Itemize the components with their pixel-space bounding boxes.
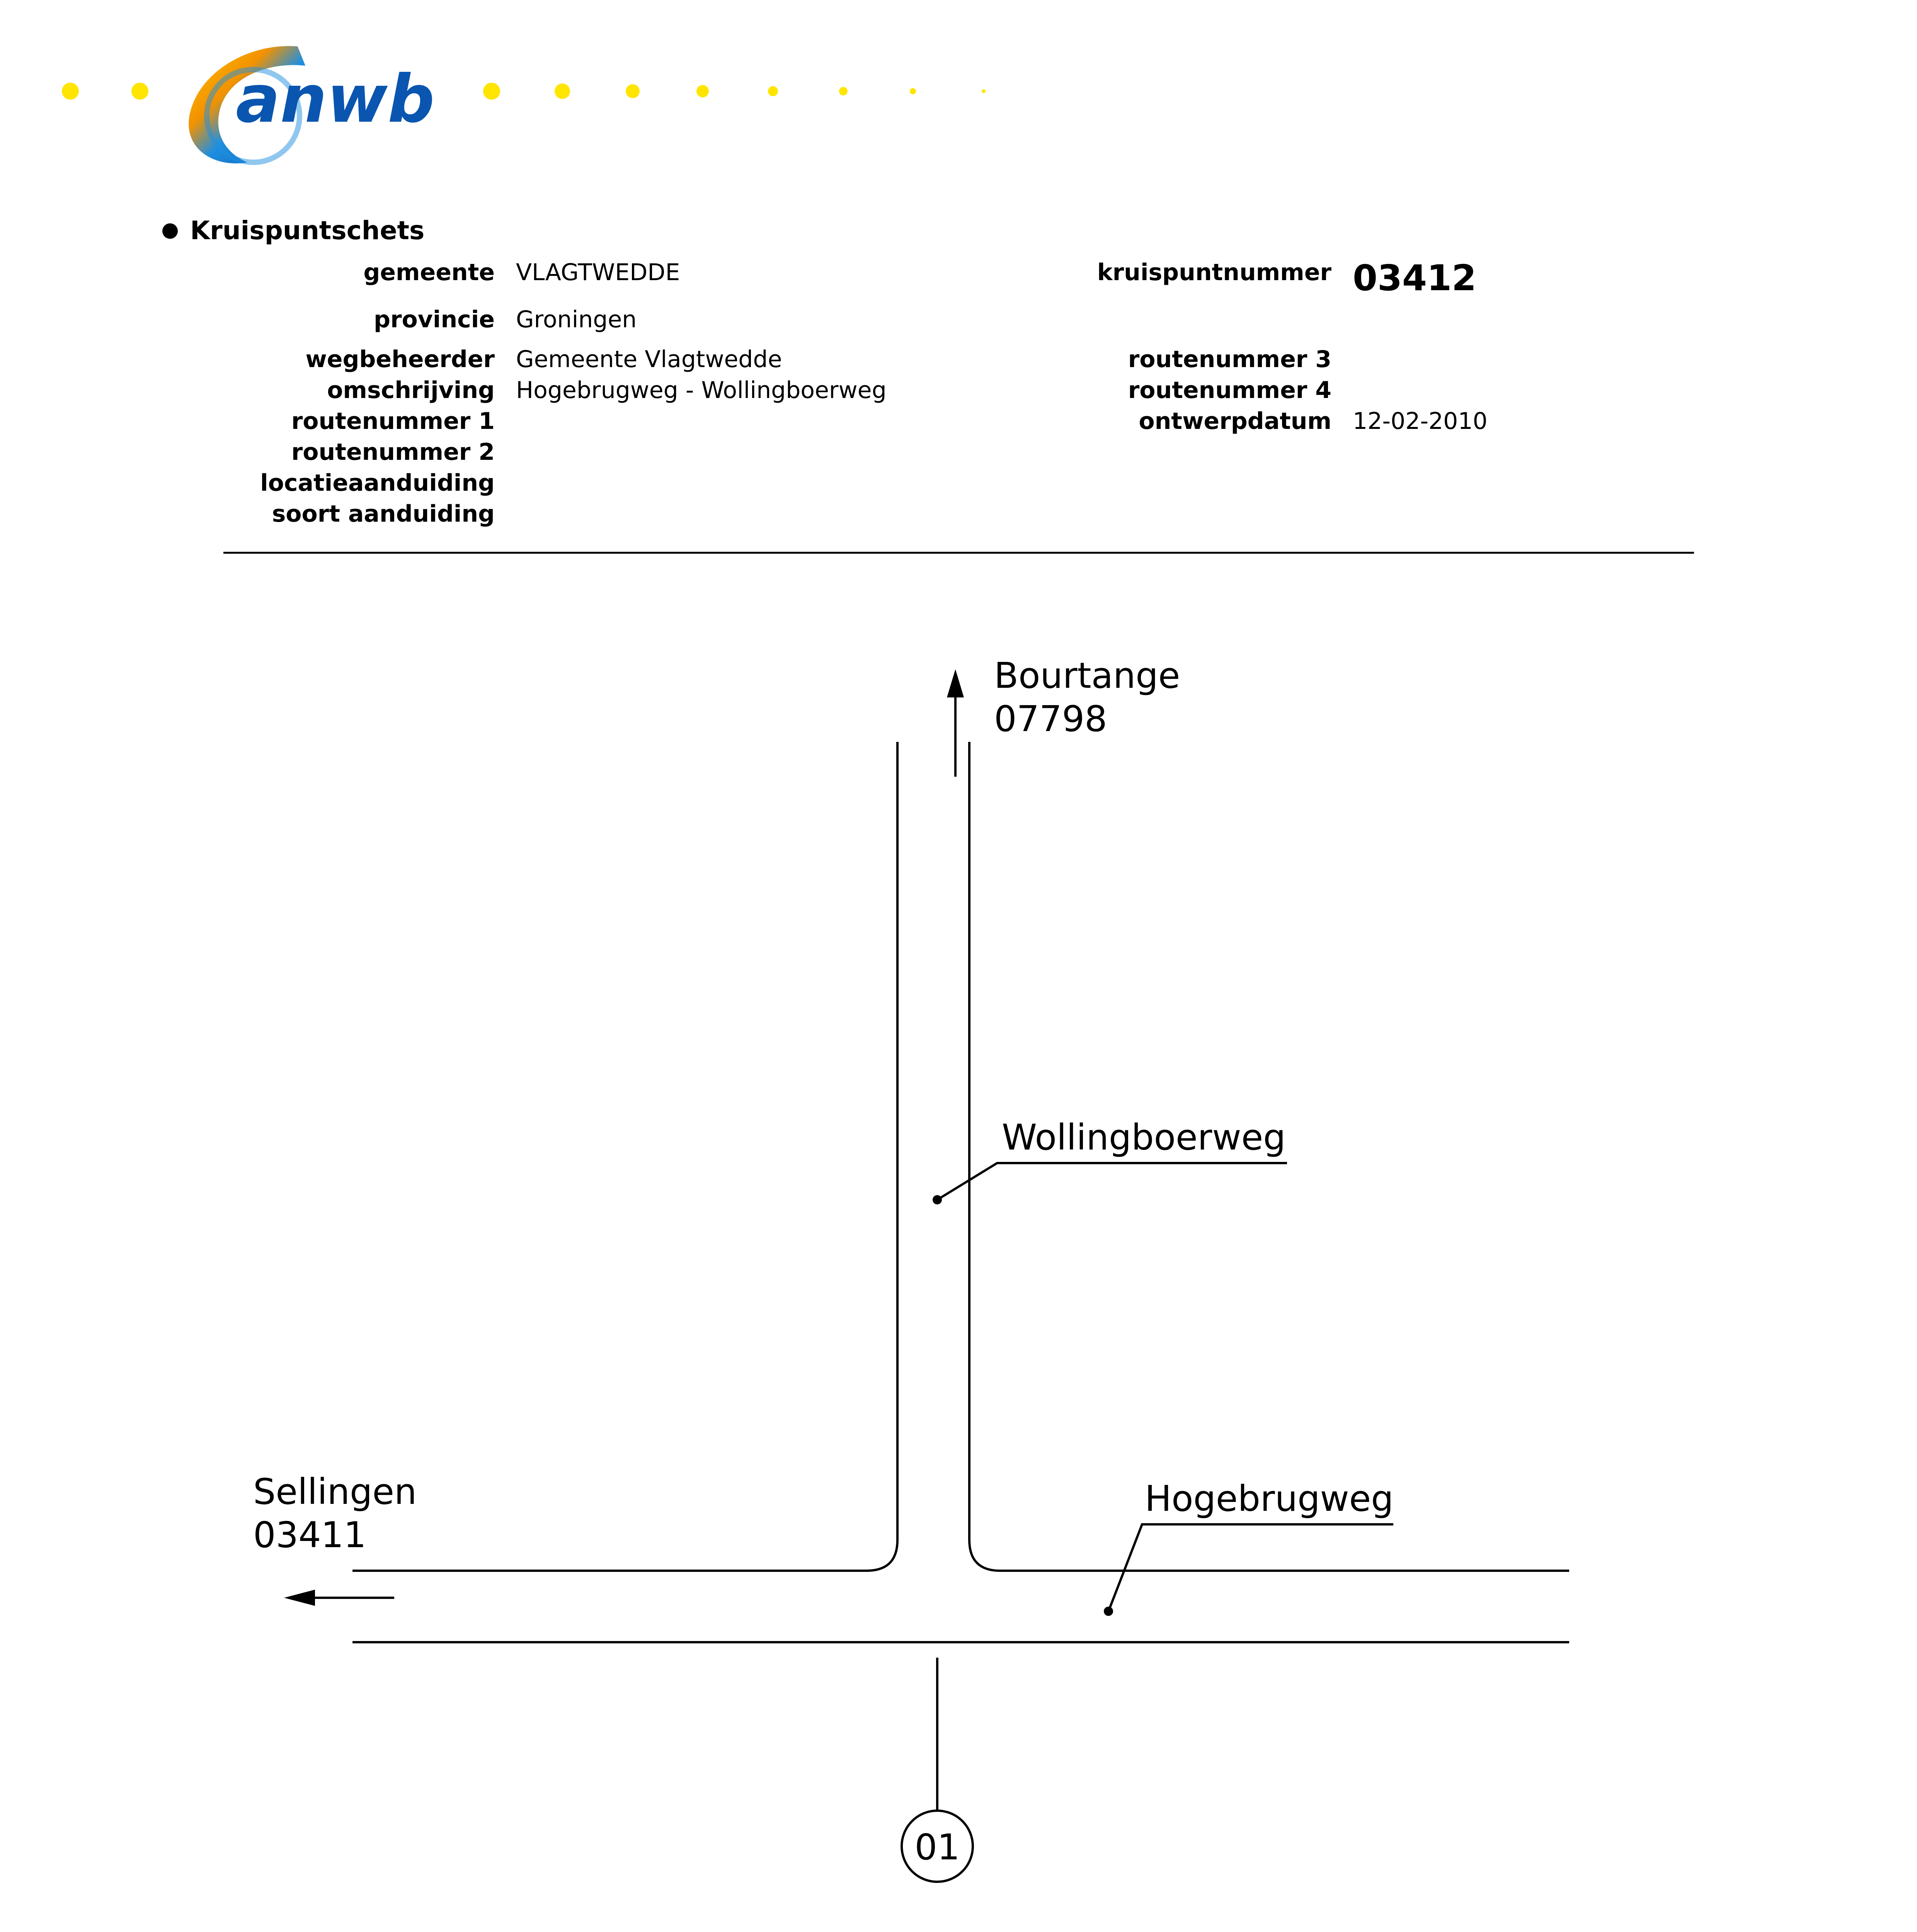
leader-wollingboerweg — [937, 1163, 1287, 1200]
north-arrow-head — [947, 669, 964, 697]
label-provincie: provincie — [374, 306, 495, 333]
leader-dot-wollingboerweg — [933, 1195, 942, 1204]
value-kruispuntnummer: 03412 — [1353, 257, 1477, 299]
road-label-hogebrugweg: Hogebrugweg — [1145, 1478, 1394, 1519]
section-title: Kruispuntschets — [190, 216, 425, 245]
label-gemeente: gemeente — [363, 259, 495, 286]
west-arrow-head — [284, 1590, 315, 1606]
label-kruispuntnummer: kruispuntnummer — [1097, 259, 1331, 286]
value-omschrijving: Hogebrugweg - Wollingboerweg — [516, 377, 887, 404]
road-label-wollingboerweg: Wollingboerweg — [1002, 1117, 1286, 1158]
value-provincie: Groningen — [516, 306, 637, 333]
label-locatieaanduiding: locatieaanduiding — [260, 469, 495, 497]
label-wegbeheerder: wegbeheerder — [305, 346, 495, 373]
north-road-left-edge — [352, 742, 897, 1571]
value-gemeente: VLAGTWEDDE — [516, 259, 680, 286]
value-wegbeheerder: Gemeente Vlagtwedde — [516, 346, 782, 373]
leader-dot-hogebrugweg — [1104, 1607, 1113, 1616]
west-number: 03411 — [253, 1514, 366, 1556]
label-soort-aanduiding: soort aanduiding — [272, 500, 495, 527]
north-number: 07798 — [994, 698, 1107, 740]
label-routenummer-1: routenummer 1 — [291, 408, 495, 435]
value-ontwerpdatum: 12-02-2010 — [1353, 408, 1488, 435]
label-routenummer-3: routenummer 3 — [1128, 346, 1331, 373]
west-destination: Sellingen — [253, 1471, 417, 1512]
label-routenummer-2: routenummer 2 — [291, 439, 495, 466]
leader-hogebrugweg — [1108, 1524, 1393, 1611]
label-routenummer-4: routenummer 4 — [1128, 377, 1331, 404]
label-omschrijving: omschrijving — [327, 377, 495, 404]
label-ontwerpdatum: ontwerpdatum — [1139, 408, 1331, 435]
sign-number: 01 — [914, 1827, 960, 1868]
logo-text: anwb — [236, 61, 435, 138]
north-destination: Bourtange — [994, 655, 1180, 696]
